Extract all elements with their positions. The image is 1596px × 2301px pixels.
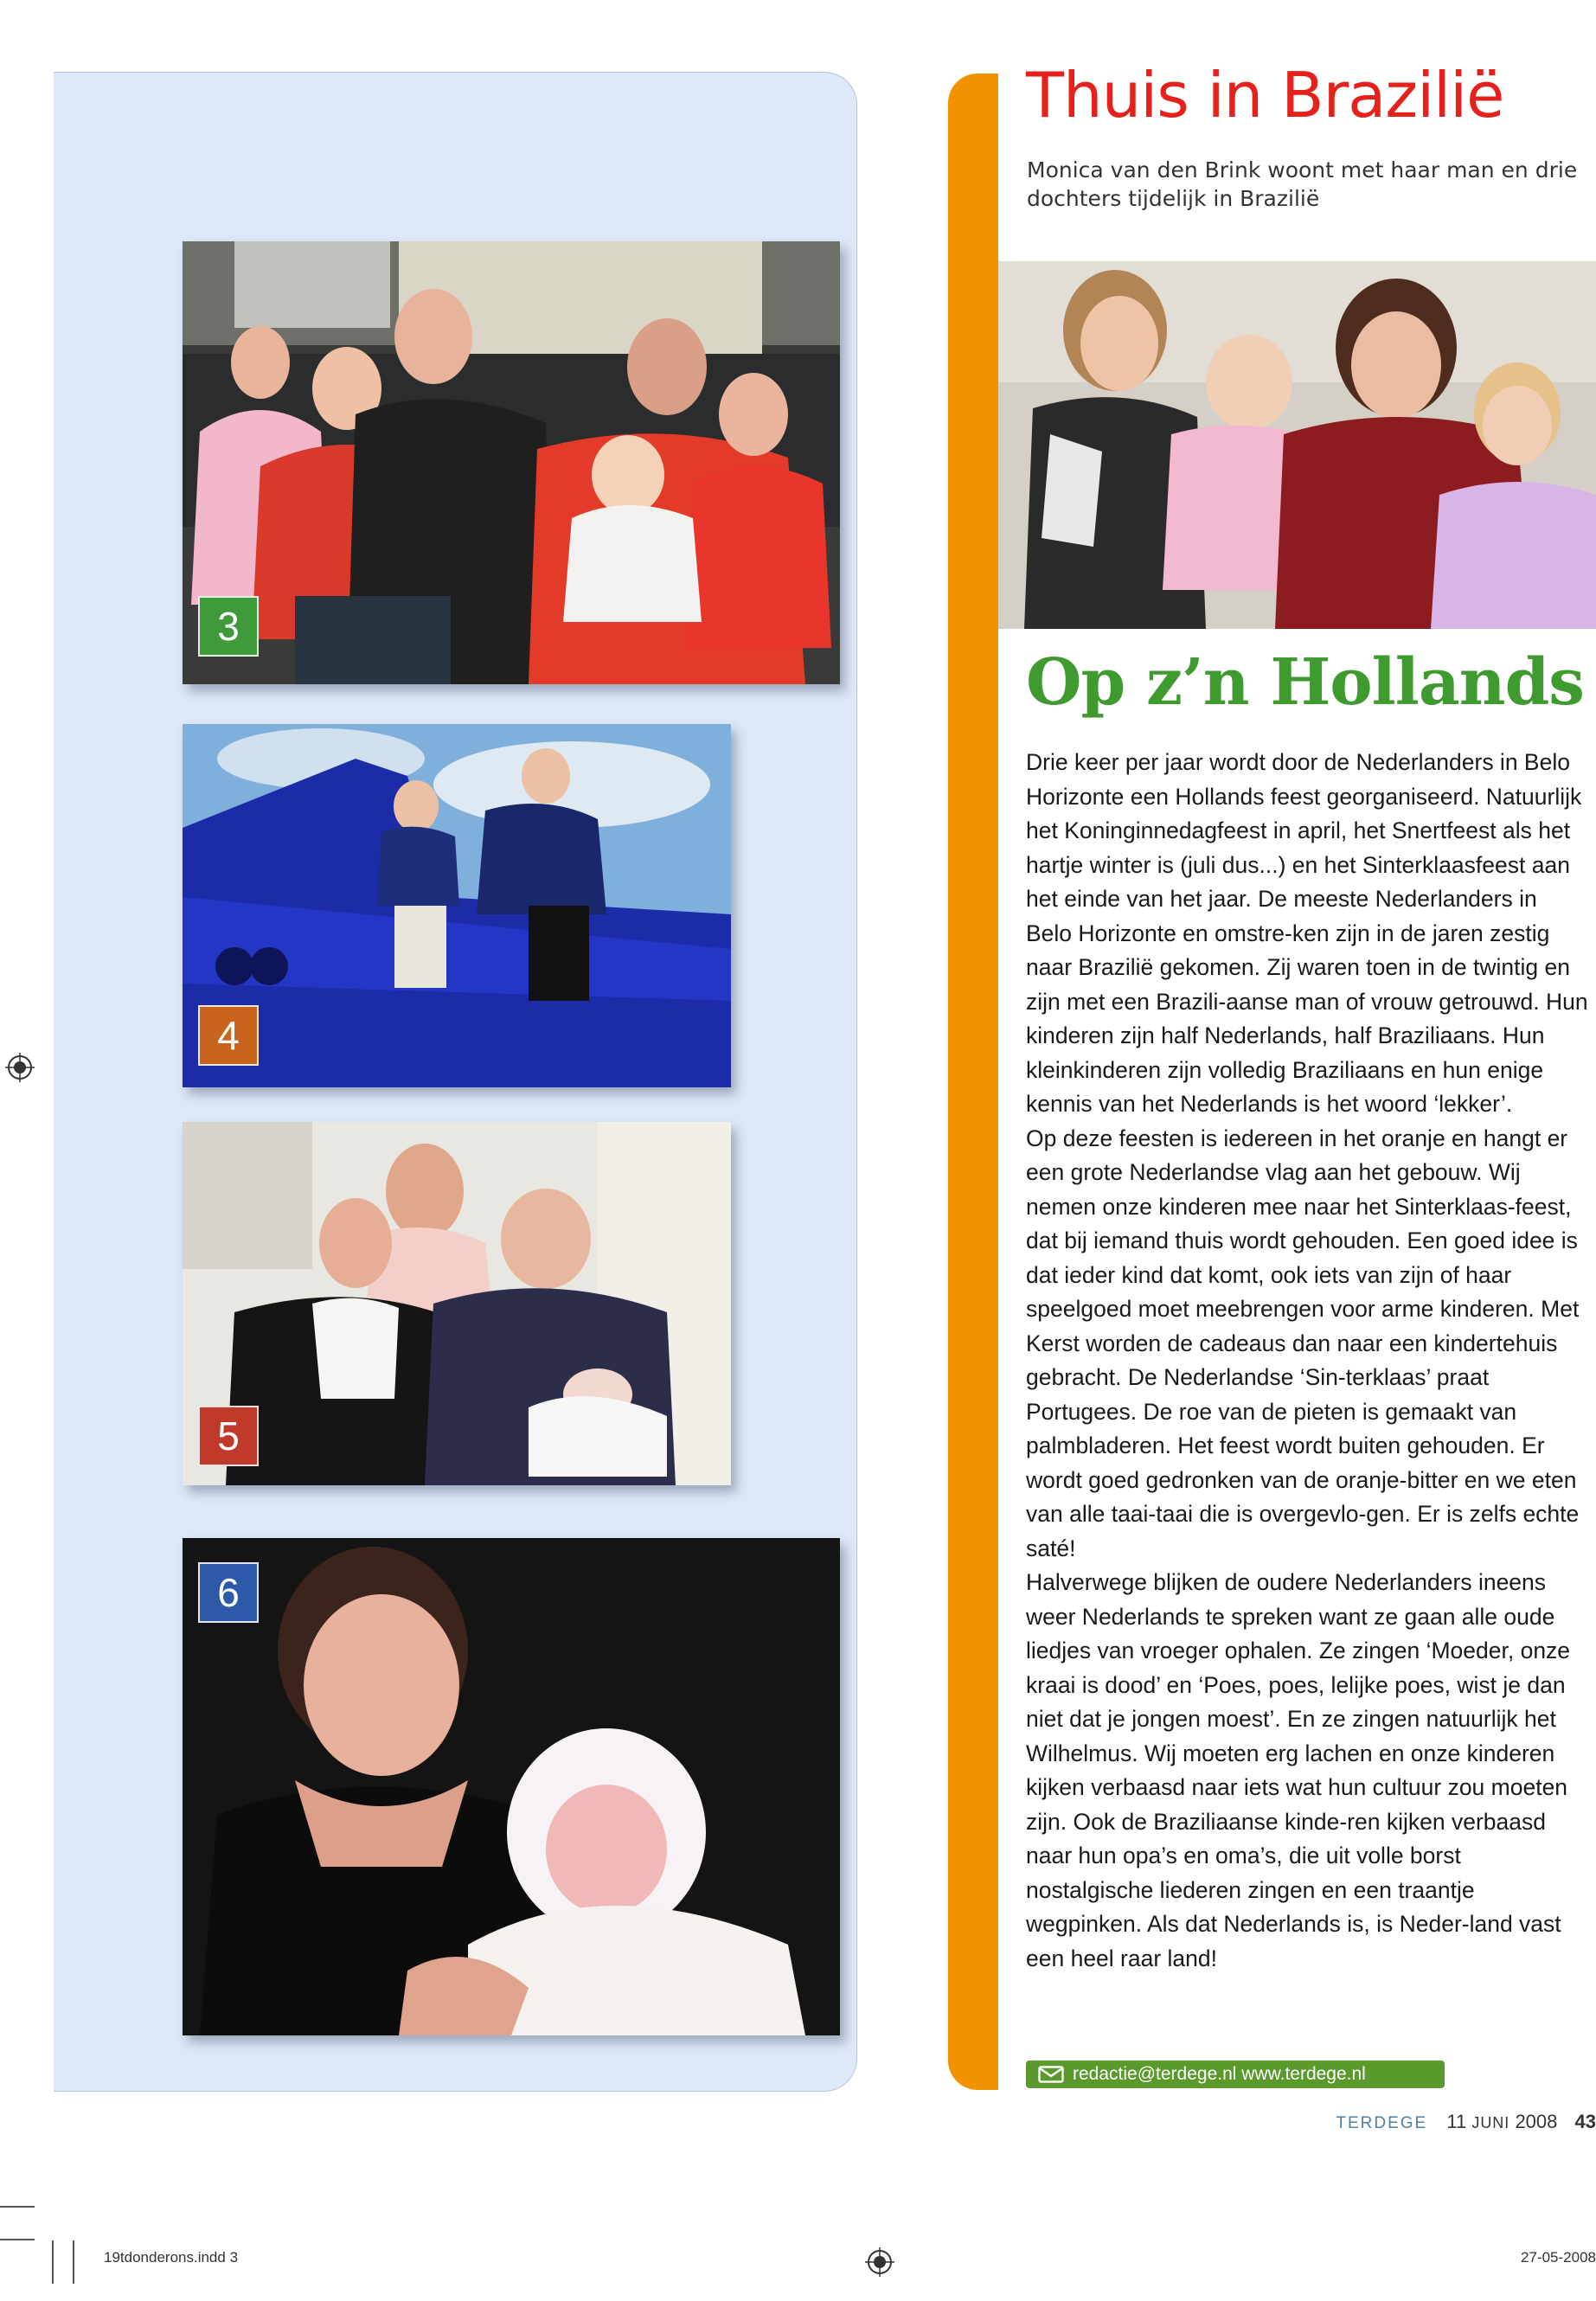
footer-year: 2008 — [1515, 2111, 1558, 2132]
photo-number-badge: 4 — [198, 1005, 259, 1066]
article-paragraph: Drie keer per jaar wordt door de Nederlanders in Belo Horizonte een Hollands feest georganiseerd. Natuurlijk het Koninginnedagfeest in april, het Snertfeest als het hartje winter is (juli dus...) en het Sinterklaasfeest aan het einde van het jaar. De meeste Nederlanders in Belo Horizonte en omstre-ken zijn in de jaren zestig naar Brazilië gekomen. Zij waren toen in de twintig en zijn met een Brazili-aanse man of vrouw getrouwd. Hun kinderen zijn half Nederlands, half Braziliaans. Hun kleinkinderen zijn volledig Braziliaans en hun enige kennis van het Nederlands is het woord ‘lekker’. — [1026, 749, 1588, 1117]
footer-day: 11 — [1446, 2111, 1467, 2132]
envelope-icon — [1038, 2066, 1064, 2083]
photo-family-bench — [183, 241, 840, 684]
article-paragraph: Halverwege blijken de oudere Nederlanders ineens weer Nederlands te spreken want ze gaan alle oude liedjes van vroeger ophalen. Ze zingen ‘Moeder, onze kraai is dood’ en ‘Poes, poes, lelijke poes, wist je dan niet dat je jongen moest’. En ze zingen natuurlijk het Wilhelmus. Wij moeten erg lachen en onze kinderen kijken verbaasd naar iets wat hun cultuur zou moeten zijn. Ook de Braziliaanse kinde-ren kijken verbaasd naar hun opa’s en oma’s, die uit volle borst nostalgische liederen zingen en een traantje wegpinken. Als dat Nederlands is, is Neder-land vast een heel raar land! — [1026, 1569, 1571, 1971]
photo-number-badge: 3 — [198, 596, 259, 657]
article-body — [1026, 746, 1588, 1976]
crop-mark — [52, 2240, 54, 2284]
photo-number-badge: 5 — [198, 1406, 259, 1466]
registration-mark-icon — [865, 2247, 894, 2277]
article-heading: Op z’n Hollands — [1026, 645, 1584, 720]
crop-mark — [0, 2206, 35, 2208]
orange-side-bar — [948, 74, 998, 2090]
footer-brand: TERDEGE — [1336, 2114, 1428, 2132]
contact-text[interactable]: redactie@terdege.nl www.terdege.nl — [1073, 2064, 1366, 2084]
print-slug-file: 19tdonderons.indd 3 — [104, 2249, 239, 2266]
footer-month: JUNI — [1471, 2114, 1510, 2131]
photo-women-newborn — [183, 1122, 731, 1485]
page-footer — [1336, 2111, 1596, 2133]
crop-mark — [73, 2240, 74, 2284]
registration-mark-icon — [5, 1053, 35, 1082]
article-paragraph: Op deze feesten is iedereen in het oranje en hangt er een grote Nederlandse vlag aan het gebouw. Wij nemen onze kinderen mee naar het Sinterklaas-feest, dat bij iemand thuis wordt gehouden. Een goed idee is dat ieder kind dat komt, ook iets van zijn of haar speelgoed moet meebrengen voor arme kinderen. Met Kerst worden de cadeaus dan naar een kindertehuis gebracht. De Nederlandse ‘Sin-terklaas’ praat Portugees. De roe van de pieten is gemaakt van palmbladeren. Het feest wordt buiten gehouden. Er wordt goed gedronken van de oranje-bitter en we eten van alle taai-taai die is overgevlo-gen. Er is zelfs echte saté! — [1026, 1125, 1580, 1561]
page-subtitle: Monica van den Brink woont met haar man en drie dochters tijdelijk in Brazilië — [1027, 157, 1578, 211]
page-number: 43 — [1574, 2111, 1596, 2132]
print-slug-date: 27-05-2008 — [1521, 2249, 1596, 2266]
crop-mark — [0, 2239, 35, 2240]
photo-armored-vehicle — [183, 724, 731, 1087]
photo-mother-daughters — [998, 261, 1596, 629]
photo-number-badge: 6 — [198, 1562, 259, 1623]
page-title: Thuis in Brazilië — [1026, 59, 1504, 131]
photo-mother-baby — [183, 1538, 840, 2035]
contact-bar[interactable] — [1026, 2061, 1445, 2088]
